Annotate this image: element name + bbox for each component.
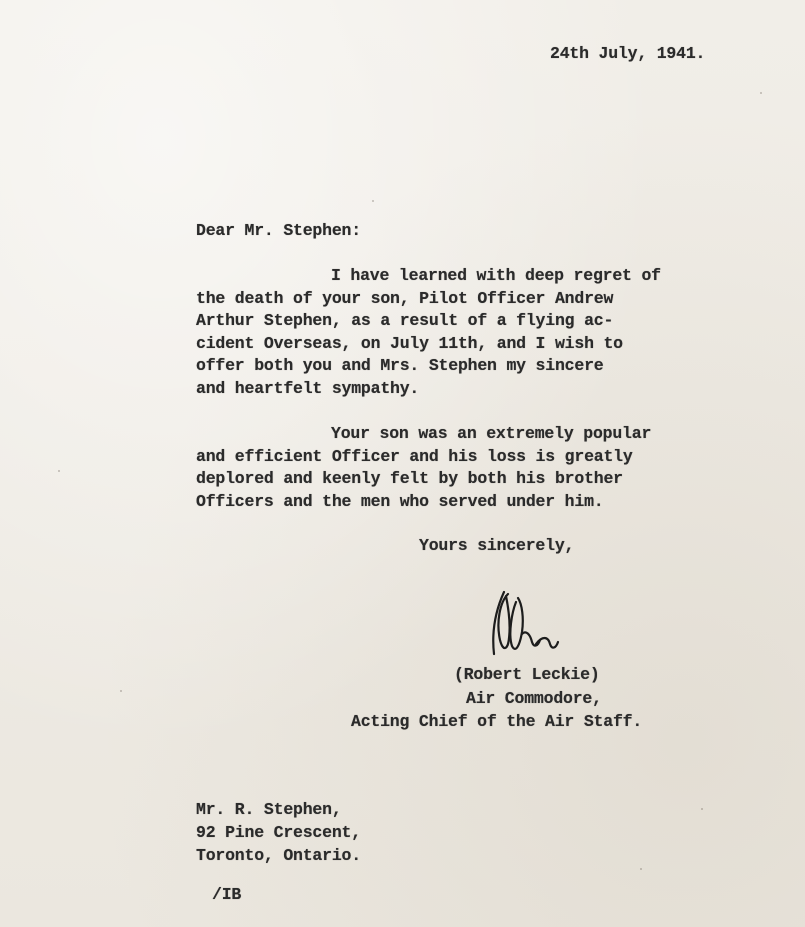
paragraph-line: the death of your son, Pilot Officer Andrew (196, 288, 614, 308)
paper-speck (120, 690, 122, 692)
paper-speck (701, 808, 703, 810)
closing: Yours sincerely, (419, 536, 575, 555)
letter-date: 24th July, 1941. (550, 44, 706, 63)
paragraph-line: cident Overseas, on July 11th, and I wish to (196, 333, 623, 353)
signatory-title: Acting Chief of the Air Staff. (351, 712, 643, 731)
paragraph-line: I have learned with deep regret of (331, 266, 661, 285)
paragraph-line: deplored and keenly felt by both his brother (196, 469, 623, 488)
paragraph-line: Officers and the men who served under him. (196, 491, 604, 511)
paragraph-line: Your son was an extremely popular (331, 424, 652, 443)
paragraph-line: offer both you and Mrs. Stephen my sincere (196, 356, 604, 375)
recipient-city: Toronto, Ontario. (196, 846, 361, 865)
body-paragraph-2 (196, 423, 651, 513)
handwritten-signature (478, 584, 578, 674)
signatory-name: (Robert Leckie) (454, 665, 600, 684)
paper-speck (640, 868, 642, 870)
paragraph-line: and heartfelt sympathy. (196, 378, 420, 398)
paragraph-line: and efficient Officer and his loss is greatly (196, 446, 633, 466)
body-paragraph-1 (196, 265, 661, 400)
paper-speck (372, 200, 374, 202)
paragraph-line: Arthur Stephen, as a result of a flying ac- (196, 311, 614, 330)
salutation: Dear Mr. Stephen: (196, 221, 361, 240)
signatory-rank: Air Commodore, (466, 689, 602, 708)
paper-speck (58, 470, 60, 472)
recipient-name: Mr. R. Stephen, (196, 800, 342, 819)
recipient-street: 92 Pine Crescent, (196, 823, 361, 842)
reference-initials: /IB (212, 885, 242, 904)
paper-speck (760, 92, 762, 94)
